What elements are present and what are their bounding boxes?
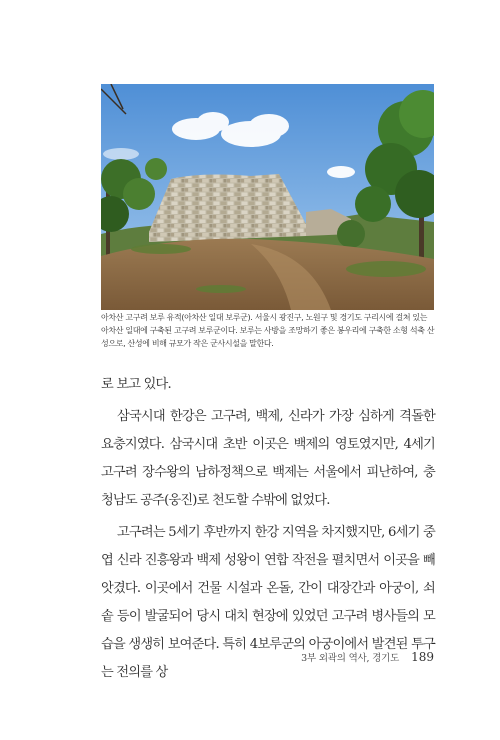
fortress-photo	[101, 84, 434, 310]
page-footer	[301, 650, 434, 664]
figure-caption: 아차산 고구려 보루 유적(아차산 일대 보루군). 서울시 광진구, 노원구 및 경기도 구리시에 걸쳐 있는 아차산 일대에 구축된 고구려 보루군이다. 보루는 사방을 조망하기 좋은 봉우리에 구축한 소형 석축 산성으로, 산성에 비해 규모가 작은 군사시설을 말한다.	[101, 313, 435, 348]
paragraph: 고구려는 5세기 후반까지 한강 지역을 차지했지만, 6세기 중엽 신라 진흥왕과 백제 성왕이 연합 작전을 펼치면서 이곳을 빼앗겼다. 이곳에서 건물 시설과 온돌, 간이 대장간과 아궁이, 쇠솥 등이 발굴되어 당시 대치 현장에 있었던 고구려 병사들의 모습을 생생히 보여준다. 특히 4보루군의 아궁이에서 발견된 투구는 전의를 상	[101, 525, 435, 680]
page-number: 189	[411, 650, 434, 664]
running-footer-label: 3부 외곽의 역사, 경기도	[301, 653, 400, 664]
paragraph: 삼국시대 한강은 고구려, 백제, 신라가 가장 심하게 격돌한 요충지였다. 삼국시대 초반 이곳은 백제의 영토였지만, 4세기 고구려 장수왕의 남하정책으로 백제는 서울에서 피난하여, 충청남도 공주(웅진)로 천도할 수밖에 없었다.	[101, 409, 435, 508]
body-text	[101, 371, 435, 691]
paragraph: 로 보고 있다.	[101, 377, 171, 392]
